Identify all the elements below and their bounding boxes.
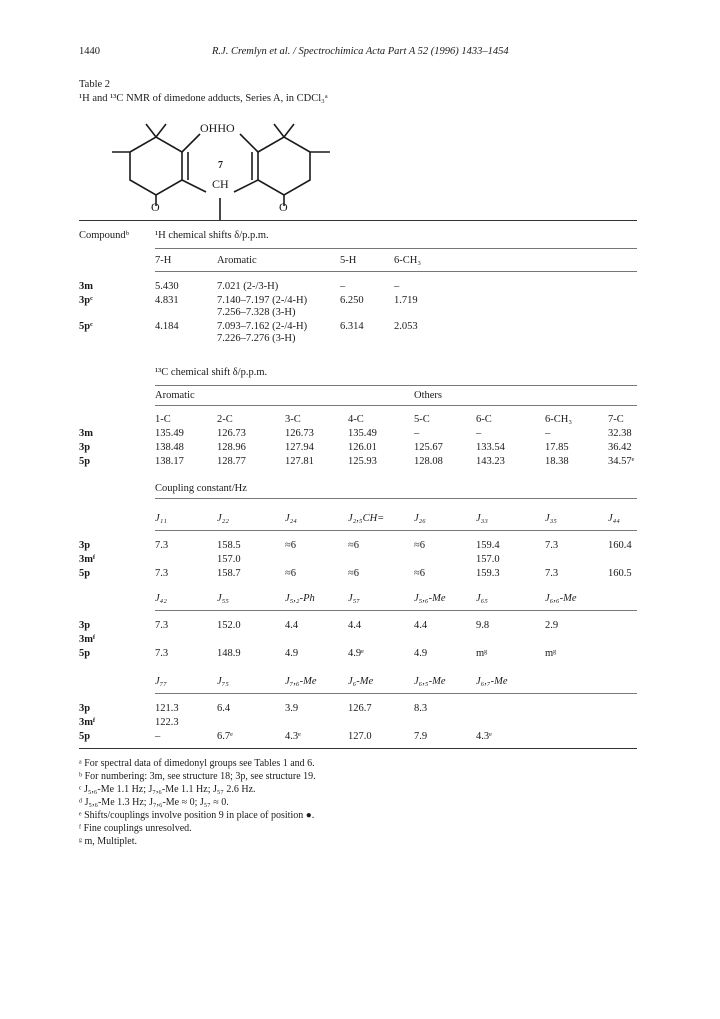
coupling-row-value: 3.9 [285,703,299,714]
structure-o-right: O [279,200,288,214]
coupling-column-header: J₃₅ [545,513,557,524]
coupling-row-value: 4.4 [285,620,299,631]
h-row-compound: 5pᶜ [79,321,93,332]
h-row-value-cont: 7.256–7.328 (3-H) [217,307,296,318]
footnote-item: ᵇ For numbering: 3m, see structure 18; 3p, see structure 19. [79,771,316,782]
coupling-column-header: J₆,₅-Me [414,676,446,687]
coupling-row-compound: 3mᶠ [79,554,96,565]
coupling-row-value: 160.4 [608,540,632,551]
coupling-row-value: ≈6 [348,540,360,551]
coupling-row-value: ≈6 [285,568,297,579]
c-row-value: 125.67 [414,442,443,453]
c-row-value: 127.94 [285,442,314,453]
h-title-rule [155,248,637,249]
h-row-value: 2.053 [394,321,418,332]
coupling-row-value: 159.4 [476,540,500,551]
h-column-header: 5-H [340,255,357,266]
h-header-rule [155,271,637,272]
c-column-header: 2-C [217,414,233,425]
coupling-row-value: 6.4 [217,703,231,714]
coupling-column-header: J₆-Me [348,676,374,687]
h-row-compound: 3pᶜ [79,295,93,306]
coupling-row-value: 148.9 [217,648,241,659]
coupling-header-rule-1 [155,530,637,531]
h-row-value: 4.831 [155,295,179,306]
h-row-value: 5.430 [155,281,179,292]
coupling-row-value: 4.4 [414,620,428,631]
coupling-column-header: J₄₄ [608,513,620,524]
coupling-column-header: J₅₇ [348,593,360,604]
c-row-value: 32.38 [608,428,632,439]
table-caption: ¹H and ¹³C NMR of dimedone adducts, Series A, in CDCl₃ᵃ [79,93,328,104]
c-row-compound: 3p [79,442,91,453]
coupling-row-value: 126.7 [348,703,372,714]
coupling-column-header: J₂₄ [285,513,297,524]
coupling-column-header: J₆₅ [476,593,488,604]
coupling-row-compound: 3mᶠ [79,634,96,645]
coupling-row-value: ≈6 [285,540,297,551]
c-row-value: 127.81 [285,456,314,467]
c-row-value: 34.57ᵉ [608,456,635,467]
coupling-row-value: mᵍ [476,648,488,659]
c-column-header: 4-C [348,414,364,425]
c-row-value: – [476,428,482,439]
c-row-value: – [414,428,420,439]
h-section-title: ¹H chemical shifts δ/p.p.m. [155,230,269,241]
coupling-row-value: 4.9ᵉ [348,648,364,659]
structure-oh-label: OHHO [200,121,235,135]
c-row-compound: 5p [79,456,91,467]
h-row-value: 4.184 [155,321,179,332]
coupling-row-value: 157.0 [476,554,500,565]
structure-ch-label: CH [212,177,229,191]
c-row-value: 135.49 [155,428,184,439]
coupling-row-value: 4.9 [414,648,428,659]
coupling-row-value: ≈6 [414,568,426,579]
coupling-column-header: J₅₅ [217,593,229,604]
coupling-row-value: 7.3 [155,568,169,579]
h-row-value: 1.719 [394,295,418,306]
coupling-row-value: 7.3 [155,620,169,631]
c-column-header: 3-C [285,414,301,425]
footnote-item: ᵍ m, Multiplet. [79,836,138,847]
running-head: R.J. Cremlyn et al. / Spectrochimica Acta Part A 52 (1996) 1433–1454 [212,46,509,57]
h-column-header: Aromatic [217,255,257,266]
c-group-aromatic: Aromatic [155,390,195,401]
h-row-value: 6.314 [340,321,364,332]
coupling-row-value: 160.5 [608,568,632,579]
coupling-column-header: J₇₇ [155,676,167,687]
c-row-compound: 3m [79,428,93,439]
coupling-row-value: 158.7 [217,568,241,579]
coupling-row-value: 2.9 [545,620,559,631]
page-number: 1440 [79,46,100,57]
coupling-row-value: 4.4 [348,620,362,631]
c-row-value: 138.17 [155,456,184,467]
coupling-row-compound: 5p [79,731,91,742]
c-row-value: 126.01 [348,442,377,453]
coupling-row-value: ≈6 [348,568,360,579]
coupling-column-header: J₁₁ [155,513,167,524]
coupling-row-value: 4.3ᵉ [476,731,492,742]
coupling-column-header: J₇₅ [217,676,229,687]
coupling-row-value: 7.3 [155,648,169,659]
h-column-header: 7-H [155,255,172,266]
c-title-rule [155,385,637,386]
coupling-row-value: 7.3 [545,568,559,579]
c-section-title: ¹³C chemical shift δ/p.p.m. [155,367,268,378]
coupling-row-value: 6.7ᵉ [217,731,233,742]
coupling-column-header: J₅,₂-Ph [285,593,315,604]
c-row-value: 17.85 [545,442,569,453]
h-row-value: 7.140–7.197 (2-/4-H) [217,295,308,306]
coupling-row-value: 7.9 [414,731,428,742]
footnote-item: ᶜ J₅,₆-Me 1.1 Hz; J₇,₆-Me 1.1 Hz; J₅₇ 2.6 Hz. [79,784,256,795]
c-group-others: Others [414,390,442,401]
coupling-column-header: J₂₂ [217,513,229,524]
footnote-item: ᵈ J₅,₆-Me 1.3 Hz; J₇,₆-Me ≈ 0; J₅₇ ≈ 0. [79,797,229,808]
structure-position-label: 7 [218,160,223,171]
coupling-row-compound: 3p [79,620,91,631]
coupling-title-rule [155,498,637,499]
coupling-row-value: mᵍ [545,648,557,659]
coupling-row-compound: 5p [79,568,91,579]
c-row-value: 126.73 [285,428,314,439]
coupling-row-value: 152.0 [217,620,241,631]
c-row-value: 126.73 [217,428,246,439]
coupling-row-value: 8.3 [414,703,428,714]
h-row-value: 6.250 [340,295,364,306]
coupling-row-compound: 3mᶠ [79,717,96,728]
coupling-row-compound: 3p [79,540,91,551]
bottom-rule [79,748,637,749]
c-row-value: 125.93 [348,456,377,467]
coupling-title: Coupling constant/Hz [155,483,247,494]
c-group-rule [155,405,637,406]
coupling-row-value: 158.5 [217,540,241,551]
c-row-value: 36.42 [608,442,632,453]
h-row-value: 7.093–7.162 (2-/4-H) [217,321,308,332]
coupling-row-value: – [155,731,161,742]
top-rule [79,220,637,221]
footnote-item: ᵉ Shifts/couplings involve position 9 in place of position ●. [79,810,315,821]
coupling-row-value: 157.0 [217,554,241,565]
coupling-row-value: 121.3 [155,703,179,714]
h-row-compound: 3m [79,281,93,292]
coupling-column-header: J₅,₆-Me [414,593,446,604]
coupling-row-value: 4.3ᵉ [285,731,301,742]
coupling-row-value: ≈6 [414,540,426,551]
c-row-value: 133.54 [476,442,505,453]
footnote-item: ᶠ Fine couplings unresolved. [79,823,192,834]
c-column-header: 6-C [476,414,492,425]
table-label: Table 2 [79,79,111,90]
coupling-row-value: 122.3 [155,717,179,728]
c-row-value: 18.38 [545,456,569,467]
coupling-header-rule-2 [155,610,637,611]
coupling-row-compound: 3p [79,703,91,714]
c-column-header: 1-C [155,414,171,425]
c-column-header: 7-C [608,414,624,425]
coupling-row-value: 4.9 [285,648,299,659]
coupling-row-value: 159.3 [476,568,500,579]
h-row-value: – [394,281,400,292]
coupling-row-compound: 5p [79,648,91,659]
coupling-header-rule-3 [155,693,637,694]
coupling-row-value: 127.0 [348,731,372,742]
coupling-row-value: 7.3 [545,540,559,551]
footnote-item: ᵃ For spectral data of dimedonyl groups see Tables 1 and 6. [79,758,315,769]
c-row-value: 138.48 [155,442,184,453]
c-row-value: – [545,428,551,439]
h-row-value: – [340,281,346,292]
compound-header: Compoundᵇ [79,230,129,241]
coupling-column-header: J₃₃ [476,513,488,524]
coupling-column-header: J₆,₆-Me [545,593,577,604]
coupling-row-value: 7.3 [155,540,169,551]
coupling-column-header: J₇,₆-Me [285,676,317,687]
h-column-header: 6-CH₃ [394,255,421,266]
coupling-column-header: J₂₆ [414,513,426,524]
coupling-row-value: 9.8 [476,620,490,631]
c-column-header: 5-C [414,414,430,425]
h-row-value: 7.021 (2-/3-H) [217,281,279,292]
h-row-value-cont: 7.226–7.276 (3-H) [217,333,296,344]
coupling-column-header: J₂,₅CH= [348,513,385,524]
c-row-value: 128.08 [414,456,443,467]
c-row-value: 128.96 [217,442,246,453]
c-row-value: 135.49 [348,428,377,439]
structure-o-left: O [151,200,160,214]
c-row-value: 143.23 [476,456,505,467]
c-row-value: 128.77 [217,456,246,467]
coupling-column-header: J₆,₇-Me [476,676,508,687]
c-column-header: 6-CH₃ [545,414,572,425]
coupling-column-header: J₄₂ [155,593,167,604]
